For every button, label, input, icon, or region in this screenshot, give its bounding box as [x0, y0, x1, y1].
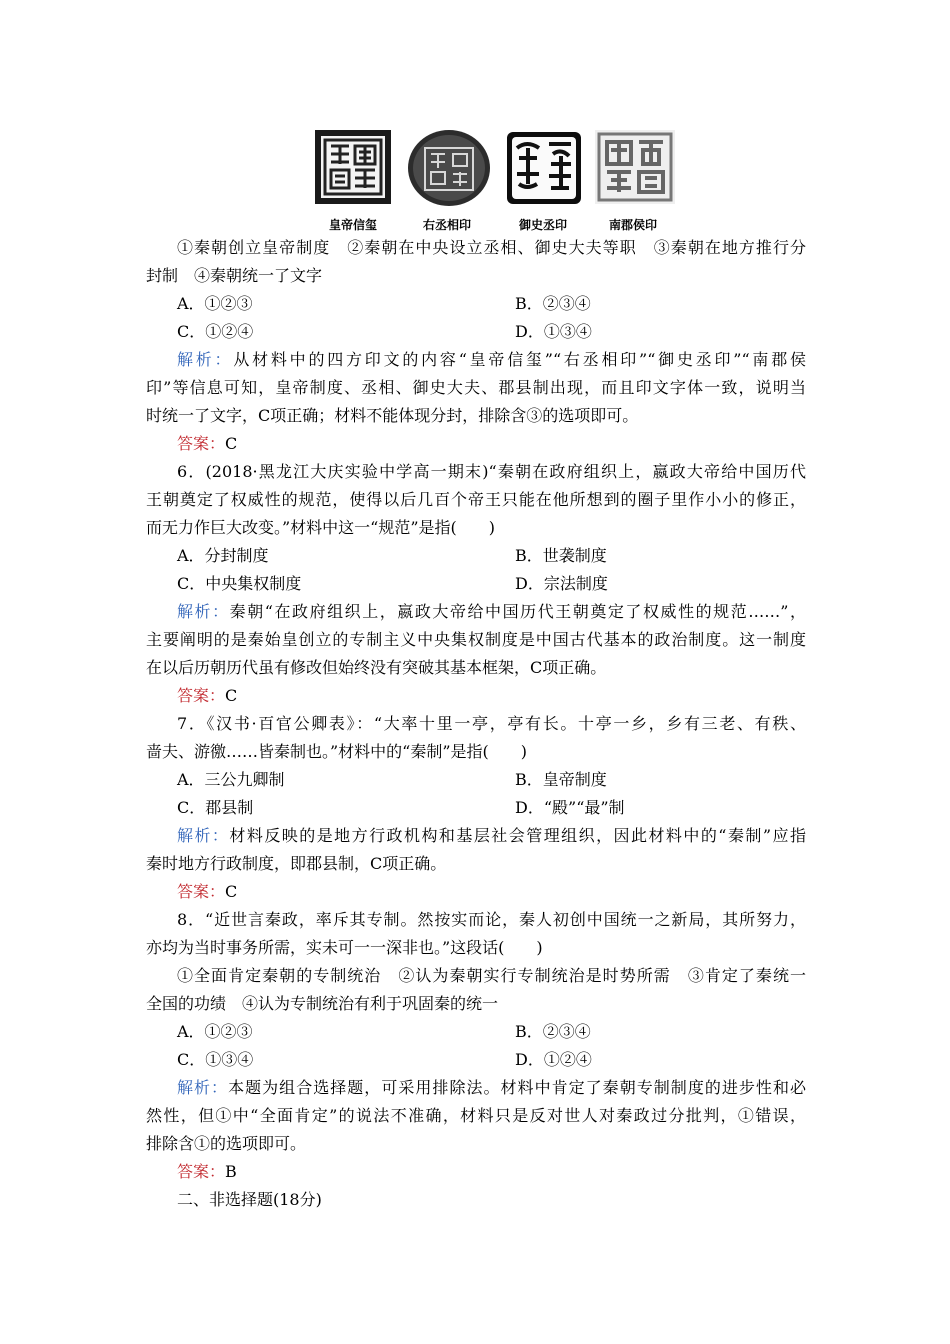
seal-image: [407, 126, 491, 208]
q6-option-a: A．分封制度: [177, 546, 269, 565]
q8-statement-line: ①全面肯定秦朝的专制统治 ②认为秦朝实行专制统治是时势所需 ③肯定了秦统一: [177, 966, 806, 985]
analysis-label: 解析：: [177, 826, 230, 845]
analysis-text: 秦朝“在政府组织上，嬴政大帝给中国历代王朝奠定了权威性的规范……”，: [229, 602, 806, 621]
q8-option-c: C．①③④: [177, 1050, 254, 1069]
seal-you-chengxiang-yin: [407, 126, 487, 232]
q8-question-line: 8．“近世言秦政，率斥其专制。然按实而论，秦人初创中国统一之新局，其所努力，: [177, 910, 806, 929]
q8-analysis-line: 排除含①的选项即可。: [146, 1134, 307, 1153]
answer-label: 答案：: [177, 1162, 226, 1181]
q7-option-a: A．三公九卿制: [177, 770, 285, 789]
seal-caption: 皇帝信玺: [328, 218, 377, 232]
answer-label: 答案：: [177, 686, 226, 705]
q6-question-line: 王朝奠定了权威性的规范，使得以后几百个帝王只能在他所想到的圈子里作小小的修正，: [146, 490, 806, 509]
q5-analysis: [177, 350, 806, 370]
seal-image: [313, 126, 393, 208]
q5-option-a: A．①②③: [177, 294, 253, 313]
q6-question-line: 而无力作巨大改变。”材料中这一“规范”是指( ): [146, 518, 496, 537]
q8-option-a: A．①②③: [177, 1022, 253, 1041]
q6-analysis: [177, 602, 806, 622]
q6-answer: [177, 686, 237, 706]
answer-label: 答案：: [177, 434, 226, 453]
q7-option-c: C．郡县制: [177, 798, 254, 817]
q8-analysis-line: 然性，但①中“全面肯定”的说法不准确，材料只是反对世人对秦政过分批判，①错误，: [146, 1106, 806, 1125]
q8-analysis: [177, 1078, 806, 1098]
section-heading: 二、非选择题(18分): [177, 1190, 322, 1209]
q8-option-d: D．①②④: [515, 1050, 592, 1069]
q7-analysis: [177, 826, 806, 846]
q5-statement-line: 封制 ④秦朝统一了文字: [146, 266, 323, 285]
answer-value: B: [225, 1162, 237, 1181]
q8-statement-line: 全国的功绩 ④认为专制统治有利于巩固秦的统一: [146, 994, 499, 1013]
q8-question-line: 亦均为当时事务所需，实未可一一深非也。”这段话( ): [146, 938, 543, 957]
answer-value: C: [225, 882, 238, 901]
q5-option-c: C．①②④: [177, 322, 254, 341]
analysis-text: 从材料中的四方印文的内容“皇帝信玺”“右丞相印”“御史丞印”“南郡侯: [233, 350, 806, 369]
seal-figure: [313, 126, 683, 238]
analysis-text: 本题为组合选择题，可采用排除法。材料中肯定了秦朝专制制度的进步性和必: [228, 1078, 806, 1097]
q7-option-d: D．“殿”“最”制: [515, 798, 625, 817]
q7-question-line: 啬夫、游徼……皆秦制也。”材料中的“秦制”是指( ): [146, 742, 528, 761]
q6-option-b: B．世袭制度: [515, 546, 607, 565]
analysis-label: 解析：: [177, 350, 234, 369]
seal-caption: 南郡侯印: [608, 218, 657, 232]
q5-analysis-line: 时统一了文字，C项正确；材料不能体现分封，排除含③的选项即可。: [146, 406, 639, 425]
q5-statement-line: ①秦朝创立皇帝制度 ②秦朝在中央设立丞相、御史大夫等职 ③秦朝在地方推行分: [177, 238, 806, 257]
q6-question-line: 6．(2018·黑龙江大庆实验中学高一期末)“秦朝在政府组织上，嬴政大帝给中国历代: [177, 462, 806, 481]
seal-huangdi-xinxi: [313, 126, 393, 232]
seal-nanjun-hou-yin: [593, 126, 673, 232]
answer-label: 答案：: [177, 882, 226, 901]
q5-answer: [177, 434, 237, 454]
seal-image: [593, 126, 677, 208]
seal-image: [503, 126, 585, 208]
q7-answer: [177, 882, 237, 902]
analysis-label: 解析：: [177, 1078, 229, 1097]
answer-value: C: [225, 686, 238, 705]
q7-analysis-line: 秦时地方行政制度，即郡县制，C项正确。: [146, 854, 447, 873]
seal-caption: 右丞相印: [422, 218, 471, 232]
q6-analysis-line: 主要阐明的是秦始皇创立的专制主义中央集权制度是中国古代基本的政治制度。这一制度: [146, 630, 806, 649]
q7-question-line: 7．《汉书·百官公卿表》：“大率十里一亭，亭有长。十亭一乡，乡有三老、有秩、: [177, 714, 806, 733]
seal-yushi-cheng-yin: [503, 126, 583, 232]
analysis-label: 解析：: [177, 602, 230, 621]
q6-option-d: D．宗法制度: [515, 574, 608, 593]
analysis-text: 材料反映的是地方行政机构和基层社会管理组织，因此材料中的“秦制”应指: [229, 826, 806, 845]
q6-option-c: C．中央集权制度: [177, 574, 302, 593]
q8-answer: [177, 1162, 237, 1182]
q8-option-b: B．②③④: [515, 1022, 591, 1041]
q5-analysis-line: 印”等信息可知，皇帝制度、丞相、御史大夫、郡县制出现，而且印文字体一致，说明当: [146, 378, 806, 397]
q5-option-b: B．②③④: [515, 294, 591, 313]
q6-analysis-line: 在以后历朝历代虽有修改但始终没有突破其基本框架，C项正确。: [146, 658, 607, 677]
seal-caption: 御史丞印: [518, 218, 567, 232]
q7-option-b: B．皇帝制度: [515, 770, 607, 789]
q5-option-d: D．①③④: [515, 322, 592, 341]
answer-value: C: [225, 434, 238, 453]
